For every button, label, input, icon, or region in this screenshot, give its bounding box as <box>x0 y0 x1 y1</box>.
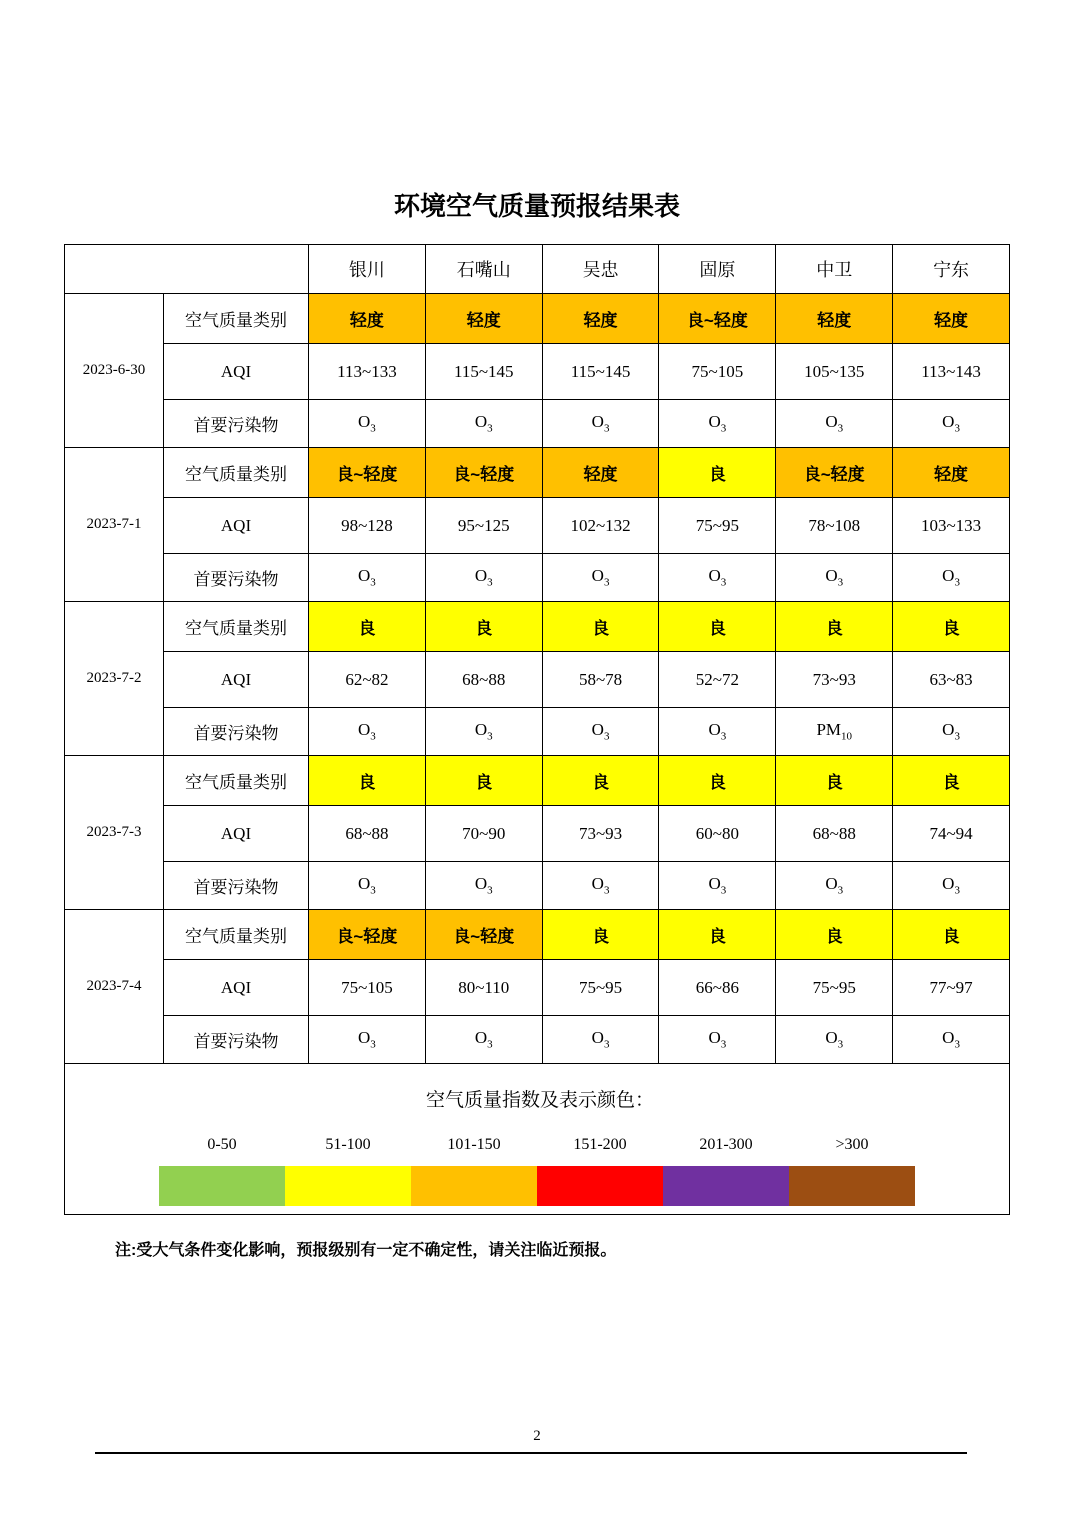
date-cell: 2023-7-2 <box>65 602 164 756</box>
city-header-row <box>65 245 1010 294</box>
row-label-cell: AQI <box>164 344 309 400</box>
category-value-cell: 良 <box>893 756 1010 806</box>
aqi-value-cell: 102~132 <box>542 498 659 554</box>
aqi-value-cell: 75~95 <box>659 498 776 554</box>
pollutant-value-cell: $O_3$ <box>309 862 426 910</box>
row-label-cell: 空气质量类别 <box>164 602 309 652</box>
pollutant-value-cell: $O_3$ <box>425 554 542 602</box>
pollutant-value-cell: $O_3$ <box>425 708 542 756</box>
category-value-cell: 良 <box>893 910 1010 960</box>
category-value-cell: 轻度 <box>893 448 1010 498</box>
pollutant-value-cell: $O_3$ <box>893 862 1010 910</box>
city-header-guyuan: 固原 <box>659 245 776 294</box>
aqi-value-cell: 73~93 <box>776 652 893 708</box>
page-title: 环境空气质量预报结果表 <box>393 192 680 221</box>
category-value-cell: 轻度 <box>542 294 659 344</box>
category-row <box>65 602 1010 652</box>
category-value-cell: 轻度 <box>893 294 1010 344</box>
forecast-note: 注:受大气条件变化影响，预报级别有一定不确定性，请关注临近预报。 <box>115 1242 617 1259</box>
date-cell: 2023-6-30 <box>65 294 164 448</box>
pollutant-value-cell: $O_3$ <box>659 554 776 602</box>
aqi-value-cell: 62~82 <box>309 652 426 708</box>
category-value-cell: 良 <box>659 756 776 806</box>
category-value-cell: 良 <box>542 602 659 652</box>
pollutant-value-cell: $O_3$ <box>776 1016 893 1064</box>
aqi-row <box>65 806 1010 862</box>
corner-cell <box>65 245 309 294</box>
category-row <box>65 910 1010 960</box>
aqi-value-cell: 52~72 <box>659 652 776 708</box>
aqi-value-cell: 80~110 <box>425 960 542 1016</box>
pollutant-value-cell: $O_3$ <box>659 862 776 910</box>
pollutant-value-cell: $O_3$ <box>425 1016 542 1064</box>
row-label-cell: 空气质量类别 <box>164 448 309 498</box>
pollutant-value-cell: $O_3$ <box>309 554 426 602</box>
pollutant-value-cell: $O_3$ <box>659 1016 776 1064</box>
aqi-value-cell: 75~95 <box>776 960 893 1016</box>
legend-row <box>65 1064 1010 1215</box>
legend-range-label: 101-150 <box>447 1135 501 1153</box>
pollutant-value-cell: $O_3$ <box>542 400 659 448</box>
pollutant-value-cell: $O_3$ <box>542 862 659 910</box>
pollutant-value-cell: $O_3$ <box>542 554 659 602</box>
aqi-value-cell: 75~95 <box>542 960 659 1016</box>
page-number: 2 <box>533 1428 541 1444</box>
legend-range-label: 51-100 <box>325 1135 371 1153</box>
date-cell: 2023-7-3 <box>65 756 164 910</box>
category-value-cell: 良 <box>776 756 893 806</box>
pollutant-value-cell: $O_3$ <box>893 708 1010 756</box>
pollutant-value-cell: $O_3$ <box>893 554 1010 602</box>
date-cell: 2023-7-1 <box>65 448 164 602</box>
forecast-table-body <box>65 245 1010 1215</box>
category-row <box>65 756 1010 806</box>
pollutant-row <box>65 554 1010 602</box>
pollutant-value-cell: $O_3$ <box>309 400 426 448</box>
category-value-cell: 轻度 <box>542 448 659 498</box>
row-label-cell: AQI <box>164 498 309 554</box>
row-label-cell: 首要污染物 <box>164 554 309 602</box>
category-value-cell: 良 <box>776 910 893 960</box>
aqi-value-cell: 78~108 <box>776 498 893 554</box>
aqi-value-cell: 103~133 <box>893 498 1010 554</box>
pollutant-value-cell: $O_3$ <box>425 400 542 448</box>
row-label-cell: 首要污染物 <box>164 708 309 756</box>
category-value-cell: 良 <box>659 910 776 960</box>
aqi-value-cell: 115~145 <box>425 344 542 400</box>
aqi-value-cell: 73~93 <box>542 806 659 862</box>
category-value-cell: 轻度 <box>309 294 426 344</box>
category-value-cell: 良~轻度 <box>425 448 542 498</box>
row-label-cell: 首要污染物 <box>164 400 309 448</box>
city-header-yinchuan: 银川 <box>309 245 426 294</box>
legend-color-swatch <box>537 1166 663 1206</box>
aqi-row <box>65 498 1010 554</box>
pollutant-value-cell: $O_3$ <box>776 400 893 448</box>
category-value-cell: 良~轻度 <box>309 448 426 498</box>
aqi-value-cell: 75~105 <box>659 344 776 400</box>
category-value-cell: 良 <box>309 602 426 652</box>
aqi-value-cell: 113~133 <box>309 344 426 400</box>
category-value-cell: 良 <box>542 756 659 806</box>
aqi-value-cell: 58~78 <box>542 652 659 708</box>
row-label-cell: 空气质量类别 <box>164 294 309 344</box>
row-label-cell: AQI <box>164 652 309 708</box>
pollutant-value-cell: $O_3$ <box>309 1016 426 1064</box>
pollutant-value-cell: $O_3$ <box>776 862 893 910</box>
date-cell: 2023-7-4 <box>65 910 164 1064</box>
legend-range-label: >300 <box>835 1135 869 1153</box>
pollutant-value-cell: $O_3$ <box>776 554 893 602</box>
row-label-cell: 首要污染物 <box>164 1016 309 1064</box>
pollutant-value-cell: $O_3$ <box>542 708 659 756</box>
legend-color-swatch <box>663 1166 789 1206</box>
category-value-cell: 良 <box>659 602 776 652</box>
city-header-shizuishan: 石嘴山 <box>425 245 542 294</box>
category-value-cell: 良 <box>542 910 659 960</box>
legend-range-label: 201-300 <box>699 1135 753 1153</box>
category-value-cell: 良~轻度 <box>425 910 542 960</box>
category-row <box>65 294 1010 344</box>
category-value-cell: 轻度 <box>425 294 542 344</box>
aqi-row <box>65 652 1010 708</box>
aqi-value-cell: 95~125 <box>425 498 542 554</box>
legend-range-label: 0-50 <box>207 1135 237 1153</box>
city-header-ningdong: 宁东 <box>893 245 1010 294</box>
legend-color-swatch <box>411 1166 537 1206</box>
aqi-value-cell: 98~128 <box>309 498 426 554</box>
category-value-cell: 良 <box>776 602 893 652</box>
legend-ranges <box>65 1136 1009 1156</box>
aqi-value-cell: 60~80 <box>659 806 776 862</box>
city-header-zhongwei: 中卫 <box>776 245 893 294</box>
category-value-cell: 轻度 <box>776 294 893 344</box>
city-header-wuzhong: 吴忠 <box>542 245 659 294</box>
row-label-cell: AQI <box>164 960 309 1016</box>
legend-color-bar <box>65 1166 1009 1206</box>
pollutant-row <box>65 708 1010 756</box>
aqi-value-cell: 77~97 <box>893 960 1010 1016</box>
aqi-value-cell: 68~88 <box>425 652 542 708</box>
pollutant-value-cell: $O_3$ <box>425 862 542 910</box>
category-value-cell: 良~轻度 <box>659 294 776 344</box>
category-value-cell: 良 <box>425 756 542 806</box>
legend-color-swatch <box>285 1166 411 1206</box>
pollutant-value-cell: $O_3$ <box>893 1016 1010 1064</box>
footer-rule <box>95 1452 967 1454</box>
pollutant-value-cell: $O_3$ <box>659 400 776 448</box>
aqi-value-cell: 115~145 <box>542 344 659 400</box>
category-value-cell: 良 <box>425 602 542 652</box>
aqi-value-cell: 70~90 <box>425 806 542 862</box>
category-value-cell: 良 <box>893 602 1010 652</box>
row-label-cell: AQI <box>164 806 309 862</box>
legend-title: 空气质量指数及表示颜色： <box>425 1089 654 1111</box>
aqi-value-cell: 74~94 <box>893 806 1010 862</box>
pollutant-row <box>65 1016 1010 1064</box>
aqi-value-cell: 68~88 <box>309 806 426 862</box>
legend-cell <box>65 1064 1010 1215</box>
aqi-value-cell: 68~88 <box>776 806 893 862</box>
row-label-cell: 空气质量类别 <box>164 910 309 960</box>
pollutant-value-cell: $O_3$ <box>542 1016 659 1064</box>
row-label-cell: 首要污染物 <box>164 862 309 910</box>
aqi-value-cell: 66~86 <box>659 960 776 1016</box>
category-value-cell: 良~轻度 <box>309 910 426 960</box>
pollutant-row <box>65 400 1010 448</box>
aqi-value-cell: 75~105 <box>309 960 426 1016</box>
pollutant-value-cell: $O_3$ <box>309 708 426 756</box>
category-value-cell: 良 <box>309 756 426 806</box>
forecast-table <box>64 244 1010 1215</box>
pollutant-value-cell: $PM_{10}$ <box>776 708 893 756</box>
category-value-cell: 良 <box>659 448 776 498</box>
aqi-value-cell: 105~135 <box>776 344 893 400</box>
category-value-cell: 良~轻度 <box>776 448 893 498</box>
row-label-cell: 空气质量类别 <box>164 756 309 806</box>
aqi-value-cell: 113~143 <box>893 344 1010 400</box>
pollutant-value-cell: $O_3$ <box>659 708 776 756</box>
aqi-row <box>65 960 1010 1016</box>
pollutant-row <box>65 862 1010 910</box>
aqi-value-cell: 63~83 <box>893 652 1010 708</box>
category-row <box>65 448 1010 498</box>
legend-range-label: 151-200 <box>573 1135 627 1153</box>
aqi-row <box>65 344 1010 400</box>
pollutant-value-cell: $O_3$ <box>893 400 1010 448</box>
legend-color-swatch <box>789 1166 915 1206</box>
legend-color-swatch <box>159 1166 285 1206</box>
